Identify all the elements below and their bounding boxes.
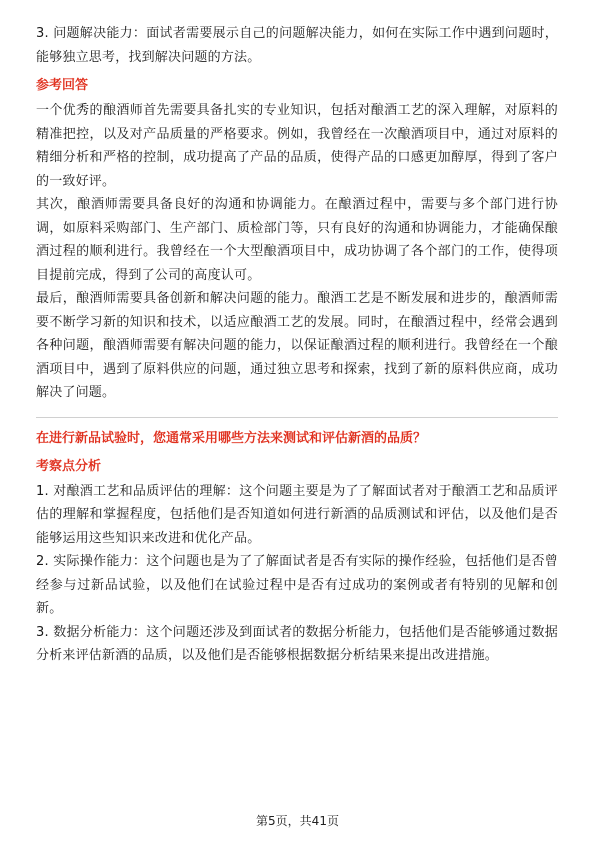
- document-page: [36, 22, 558, 668]
- analysis-heading: 考察点分析: [36, 458, 102, 474]
- page-number-footer: 第5页，共41页: [256, 814, 339, 828]
- item-problem-solving: 3. 问题解决能力：面试者需要展示自己的问题解决能力，如何在实际工作中遇到问题时，能够独立思考，找到解决问题的方法。: [36, 26, 558, 65]
- interview-question: 在进行新品试验时，您通常采用哪些方法来测试和评估新酒的品质？: [36, 430, 427, 446]
- analysis-item-3: 3. 数据分析能力：这个问题还涉及到面试者的数据分析能力，包括他们是否能够通过数据分析来评估新酒的品质，以及他们是否能够根据数据分析结果来提出改进措施。: [36, 624, 558, 663]
- reference-answer-heading: 参考回答: [36, 78, 89, 93]
- answer-paragraph-3: 最后，酿酒师需要具备创新和解决问题的能力。酿酒工艺是不断发展和进步的，酿酒师需要不断学习新的知识和技术，以适应酿酒工艺的发展。同时，在酿酒过程中，经常会遇到各种问题，酿酒师需要有解决问题的能力，以保证酿酒过程的顺利进行。我曾经在一个酿酒项目中，遇到了原料供应的问题，通过独立思考和探索，找到了新的原料供应商，成功解决了问题。: [36, 291, 558, 400]
- section-divider: [36, 417, 558, 418]
- answer-paragraph-2: 其次，酿酒师需要具备良好的沟通和协调能力。在酿酒过程中，需要与多个部门进行协调，如原料采购部门、生产部门、质检部门等，只有良好的沟通和协调能力，才能确保酿酒过程的顺利进行。我曾经在一个大型酿酒项目中，成功协调了各个部门的工作，使得项目提前完成，得到了公司的高度认可。: [36, 197, 558, 283]
- analysis-item-2: 2. 实际操作能力：这个问题也是为了了解面试者是否有实际的操作经验，包括他们是否曾经参与过新品试验，以及他们在试验过程中是否有过成功的案例或者有特别的见解和创新。: [36, 554, 558, 616]
- answer-paragraph-1: 一个优秀的酿酒师首先需要具备扎实的专业知识，包括对酿酒工艺的深入理解，对原料的精准把控，以及对产品质量的严格要求。例如，我曾经在一次酿酒项目中，通过对原料的精细分析和严格的控制，成功提高了产品的品质，使得产品的口感更加醇厚，得到了客户的一致好评。: [36, 103, 558, 189]
- analysis-item-1: 1. 对酿酒工艺和品质评估的理解：这个问题主要是为了了解面试者对于酿酒工艺和品质评估的理解和掌握程度，包括他们是否知道如何进行新酒的品质测试和评估，以及他们是否能够运用这些知识来改进和优化产品。: [36, 483, 558, 546]
